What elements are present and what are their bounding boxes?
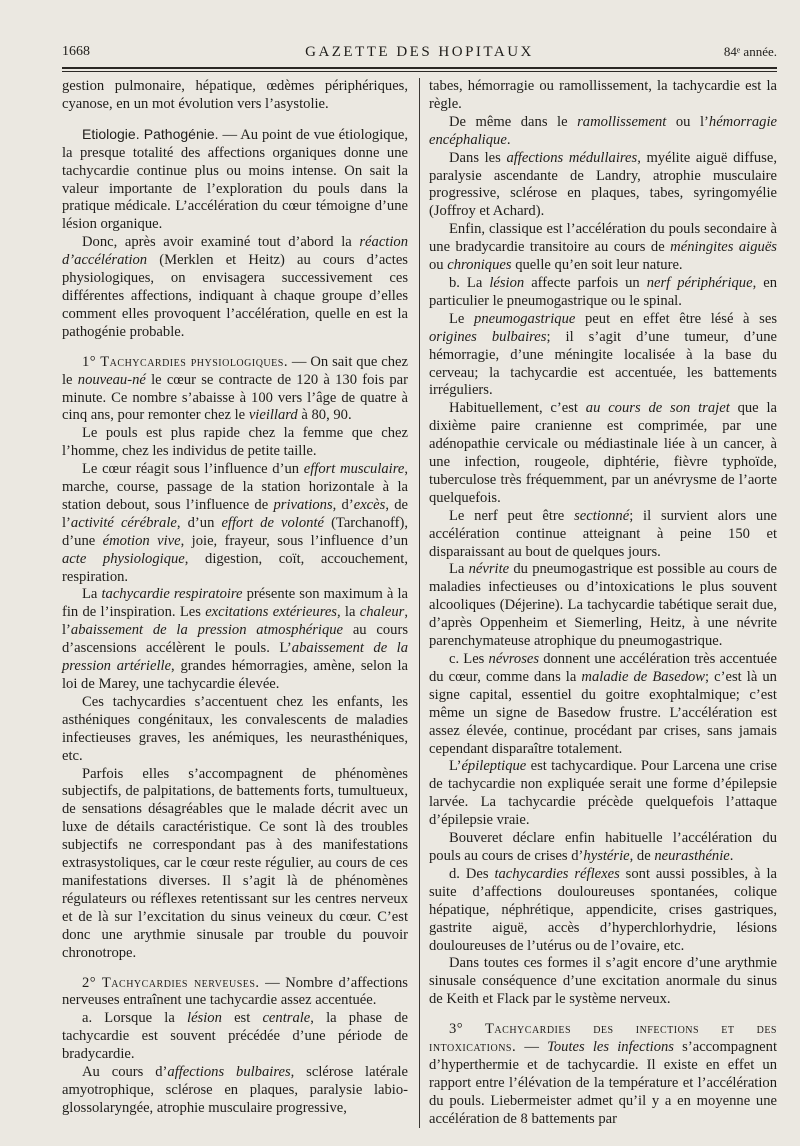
section-heading: Etiologie. Pathogénie. — [82, 125, 219, 142]
paragraph: De même dans le ramollissement ou l’hémorragie encéphalique. — [429, 113, 777, 148]
paragraph: Le nerf peut être sectionné; il survient alors une accélération continue atteignant à peine 150 et disparaissant au bout de quelques jours. — [429, 507, 777, 560]
paragraph: Le cœur réagit sous l’influence d’un effort musculaire, marche, course, passage de la station horizontale à la station debout, sous l’influence de privations, d’excès, de l’activité cérébrale, d’un effort de volonté (Tarchanoff), d’une émotion vive, joie, frayeur, sous l’influence d’un acte physiologique, digestion, coït, accouchement, respiration. — [62, 461, 408, 585]
paragraph: d. Des tachycardies réflexes sont aussi possibles, à la suite d’affections douloureuses spontanées, colique hépatique, néphrétique, appendicite, crises gastriques, gastrite aiguë, accès d’hyperchlorhydrie, lésions douloureuses de l’utérus ou de l’ovaire, etc. — [429, 865, 777, 954]
paragraph: Habituellement, c’est au cours de son trajet que la dixième paire cranienne est comprimée, par une adénopathie cervicale ou médiastinale liée à un cancer, à une infection, rougeole, diphtérie, fièvre typhoïde, tuberculose très fréquemment, par un anévrysme de l’aorte quelquefois. — [429, 400, 777, 506]
paragraph: Dans les affections médullaires, myélite aiguë diffuse, paralysie ascendante de Landry, atrophie musculaire progressive, sclérose en plaques, tabes, syringomyélie (Joffroy et Achard). — [429, 149, 777, 220]
paragraph: Bouveret déclare enfin habituelle l’accélération du pouls au cours de crises d’hystérie, de neurasthénie. — [429, 830, 777, 864]
paragraph-tachycardies-nerveuses: 2° Tachycardies nerveuses. — Nombre d’affections nerveuses entraînent une tachycardie assez accentuée. — [62, 974, 408, 1009]
column-divider — [419, 78, 420, 1128]
running-header — [62, 44, 777, 64]
paragraph: Le pouls est plus rapide chez la femme que chez l’homme, chez les individus de petite taille. — [62, 425, 408, 460]
section-heading: 2° Tachycardies nerveuses. — [82, 974, 260, 991]
paragraph: Au cours d’affections bulbaires, sclérose latérale amyotrophique, sclérose en plaques, paralysie labio-glossolaryngée, atrophie musculaire progressive, — [62, 1064, 408, 1116]
paragraph: Enfin, classique est l’accélération du pouls secondaire à une bradycardie transitoire au cours de méningites aiguës ou chroniques quelle qu’en soit leur nature. — [429, 221, 777, 274]
paragraph: La névrite du pneumogastrique est possible au cours de maladies infectieuses ou d’intoxications le plus souvent alcooliques (Déjerine). La tachycardie tabétique serait due, d’après Oppenheim et Siemerling, Heitz, à une névrite parenchymateuse atrophique du pneumogastrique. — [429, 561, 777, 650]
paragraph-tachycardies-infections: 3° Tachycardies des infections et des intoxications. — Toutes les infections s’accompagnent d’hyperthermie et de tachycardie. Il existe en effet un rapport entre l’élévation de la température et l’accélération du pouls. Liebermeister admet qu’il y a en moyenne une accélération de 8 battements par — [429, 1021, 777, 1127]
paragraph: gestion pulmonaire, hépatique, œdèmes périphériques, cyanose, en un mot évolution vers l’asystolie. — [62, 78, 408, 112]
journal-title: GAZETTE DES HOPITAUX — [305, 44, 534, 60]
left-column — [62, 78, 408, 1118]
paragraph: c. Les névroses donnent une accélération très accentuée du cœur, comme dans la maladie de Basedow; c’est là un signe capital, essentiel du goitre exophtalmique; c’est même un signe de Basedow frustre. L’accélération est assez élevée, continue, procédant par crises, sans jamais cependant disparaître totalement. — [429, 651, 777, 757]
paragraph: L’épileptique est tachycardique. Pour Larcena une crise de tachycardie non expliquée serait une forme d’épilepsie larvée. La tachycardie précède quelquefois l’attaque d’épilepsie vraie. — [429, 758, 777, 829]
header-rule-thick — [62, 67, 777, 69]
paragraph-tachycardies-physiologiques: 1° Tachycardies physiologiques. — On sait que chez le nouveau-né le cœur se contracte de 120 à 130 fois par minute. Ce nombre s’abaisse à 100 vers l’âge de quatre à cinq ans, pour remonter chez le vieillard à 80, 90. — [62, 353, 408, 424]
year-label: 84ᵉ année. — [723, 44, 777, 59]
paragraph: Le pneumogastrique peut en effet être lésé à ses origines bulbaires; il s’agit d’une tumeur, d’une hémorragie, d’une méningite localisée à la base du cerveau; la tachycardie est accentuée, les battements irréguliers. — [429, 310, 778, 399]
paragraph: Donc, après avoir examiné tout d’abord la réaction d’accélération (Merklen et Heitz) au cours d’actes physiologiques, on envisagera successivement ces différentes affections, indiquant à chaque groupe d’elles comment elles provoquent l’accélération, quelle en est la pathogénie probable. — [62, 234, 408, 340]
paragraph: Parfois elles s’accompagnent de phénomènes subjectifs, de palpitations, de battements forts, tumultueux, de sensations désagréables que le malade décrit avec un luxe de détails caractéristique. Ce sont là des troubles subjectifs ne correspondant pas à des manifestations extrasystoliques, car le cœur reste régulier, au cours de ces manifestations diverses. Il s’agit là de phénomènes régulateurs ou réflexes retentissant sur les centres nerveux et de là sur l’excitation du sinus veineux du cœur. C’est donc une arythmie sinusale par trouble du pouvoir chronotrope. — [62, 765, 408, 961]
paragraph: Ces tachycardies s’accentuent chez les enfants, les asthéniques congénitaux, les convalescents de maladies infectieuses graves, les anémiques, les neurasthéniques, etc. — [62, 693, 408, 764]
paragraph: b. La lésion affecte parfois un nerf périphérique, en particulier le pneumogastrique ou le spinal. — [429, 274, 778, 309]
right-column — [429, 78, 777, 1129]
header-rule-thin — [62, 71, 777, 72]
section-heading: 1° Tachycardies physiologiques. — [82, 353, 288, 370]
page-number: 1668 — [62, 44, 90, 59]
section-heading: 3° Tachycardies des infections et des intoxications. — [429, 1021, 777, 1056]
paragraph: Dans toutes ces formes il s’agit encore d’une arythmie sinusale conséquence d’une excitation anormale du sinus de Keith et Flack par le système nerveux. — [429, 955, 777, 1008]
paragraph: a. Lorsque la lésion est centrale, la phase de tachycardie est souvent précédée d’une période de bradycardie. — [62, 1010, 408, 1063]
paragraph: La tachycardie respiratoire présente son maximum à la fin de l’inspiration. Les excitations extérieures, la chaleur, l’abaissement de la pression atmosphérique au cours d’ascensions accélèrent le pouls. L’abaissement de la pression artérielle, grandes hémorragies, amène, selon la loi de Marey, une tachycardie élevée. — [62, 586, 408, 692]
paragraph-etiologie: Etiologie. Pathogénie. — Au point de vue étiologique, la presque totalité des affections organiques donne une tachycardie continue plus ou moins intense. On sait la valeur importante de l’exploration du pouls dans la pratique médicale. L’accélération du cœur témoigne d’une lésion organique. — [62, 125, 408, 233]
paragraph: tabes, hémorragie ou ramollissement, la tachycardie est la règle. — [429, 78, 777, 112]
